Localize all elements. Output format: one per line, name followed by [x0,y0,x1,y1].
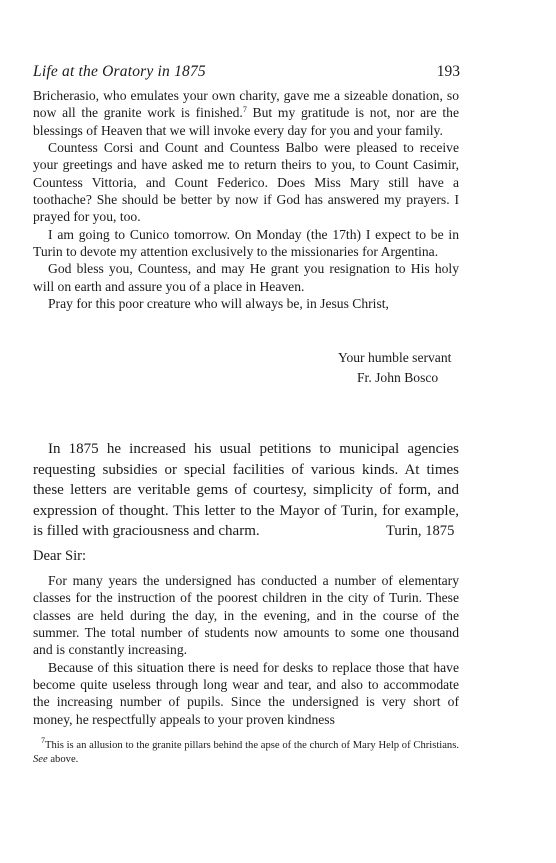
page-number: 193 [436,63,460,80]
letter1-paragraph-5: Pray for this poor creature who will always be, in Jesus Christ, [48,296,389,312]
letter1-paragraph-2: Countess Corsi and Count and Countess Balbo were pleased to receive your greetings and have asked me to return theirs to you, to Count Casimir, Countess Vittoria, and Count Federico. Does Miss Mary still have a toothache? She should be better by now if God has answered my prayers. I prayed for you, too. [33,140,459,225]
footnote-7 [33,736,459,767]
letter2-paragraph-1: For many years the undersigned has conducted a number of elementary classes for the instruction of the poorest children in the city of Turin. These classes are held during the day, in the evening, and in the course of the summer. The total number of students now amounts to some one thousand and is constantly increasing. [33,573,459,658]
footnote-above: above. [47,754,79,765]
letter-to-countess [33,87,459,312]
letter1-paragraph-4: God bless you, Countess, and may He grant you resignation to His holy will on earth and assure you of a place in Heaven. [33,261,459,294]
letter2-paragraph-2: Because of this situation there is need for desks to replace those that have become quite useless through long wear and tear, and also to accommodate the increasing number of pupils. Since the undersigned is very short of money, he respectfully appeals to your proven kindness [33,659,459,727]
letter1-closing: Your humble servant [338,350,452,365]
footnote-ref-7[interactable]: 7 [242,105,247,115]
letter1-p1-text-a: Bricherasio, who emulates your own charity, gave me a sizeable donation, so now all the granite work is finished. [33,88,459,121]
footnote-see: See [33,754,48,765]
letter1-p1-text-b: But my gratitude is not, nor are the blessings of Heaven that we will invoke every day for you and your family. [33,105,460,138]
letter1-signature: Fr. John Bosco [357,370,439,385]
letter-to-mayor [33,572,459,728]
narrative-paragraph: In 1875 he increased his usual petitions to municipal agencies requesting subsidies or special facilities of various kinds. At times these letters are veritable gems of courtesy, simplicity of form, and expression of thought. This letter to the Mayor of Turin, for example, is filled with graciousness and charm. [33,441,459,540]
letter2-salutation: Dear Sir: [33,548,87,564]
letter1-paragraph-3: I am going to Cunico tomorrow. On Monday (the 17th) I expect to be in Turin to devote my attention exclusively to the missionaries for Argentina. [33,226,459,260]
footnote-section [33,736,459,767]
running-title: Life at the Oratory in 1875 [33,63,206,80]
footnote-mark: 7 [41,736,45,745]
running-header [33,63,460,81]
letter2-dateline: Turin, 1875 [386,523,455,539]
footnote-text: This is an allusion to the granite pillars behind the apse of the church of Mary Help of Christians. [45,740,459,751]
letter1-paragraph-1 [33,87,459,139]
